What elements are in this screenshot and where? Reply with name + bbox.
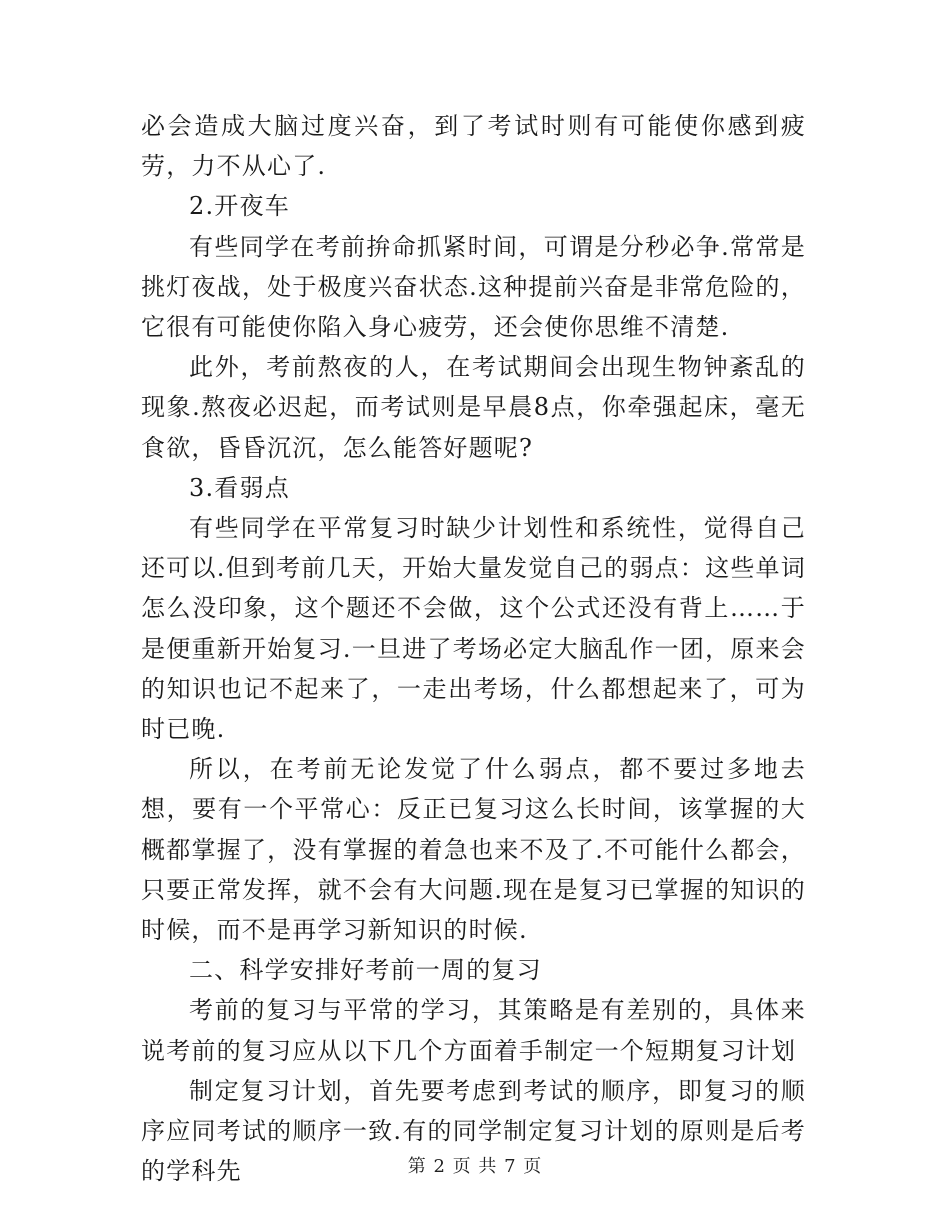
paragraph-1: 必会造成大脑过度兴奋，到了考试时则有可能使你感到疲劳，力不从心了. bbox=[141, 112, 806, 181]
page-body bbox=[141, 106, 806, 1191]
paragraph-3: 有些同学在考前拚命抓紧时间，可谓是分秒必争.常常是挑灯夜战，处于极度兴奋状态.这种提前兴奋是非常危险的，它很有可能使你陷入身心疲劳，还会使你思维不清楚. bbox=[141, 232, 806, 342]
paragraph-10: 制定复习计划，首先要考虑到考试的顺序，即复习的顺序应同考试的顺序一致.有的同学制定复习计划的原则是后考的学科先 bbox=[141, 1076, 806, 1186]
heading-late-night-study: 2.开夜车 bbox=[189, 192, 290, 221]
heading-weak-points: 3.看弱点 bbox=[189, 473, 290, 502]
paragraph-7: 所以，在考前无论发觉了什么弱点，都不要过多地去想，要有一个平常心：反正已复习这么长时间，该掌握的大概都掌握了，没有掌握的着急也来不及了.不可能什么都会，只要正常发挥，就不会有大问题.现在是复习已掌握的知识的时候，而不是再学习新知识的时候. bbox=[141, 755, 806, 945]
section-heading-review-plan: 二、科学安排好考前一周的复习 bbox=[189, 956, 542, 985]
paragraph-4: 此外，考前熬夜的人，在考试期间会出现生物钟紊乱的现象.熬夜必迟起，而考试则是早晨8点，你牵强起床，毫无食欲，昏昏沉沉，怎么能答好题呢? bbox=[141, 353, 806, 462]
page-footer: 第 2 页 共 7 页 bbox=[407, 1156, 543, 1177]
paragraph-9: 考前的复习与平常的学习，其策略是有差别的，具体来说考前的复习应从以下几个方面着手制定一个短期复习计划 bbox=[141, 996, 806, 1065]
paragraph-6: 有些同学在平常复习时缺少计划性和系统性，觉得自己还可以.但到考前几天，开始大量发觉自己的弱点：这些单词怎么没印象，这个题还不会做，这个公式还没有背上……于是便重新开始复习.一旦进了考场必定大脑乱作一团，原来会的知识也记不起来了，一走出考场，什么都想起来了，可为时已晚. bbox=[141, 514, 806, 744]
